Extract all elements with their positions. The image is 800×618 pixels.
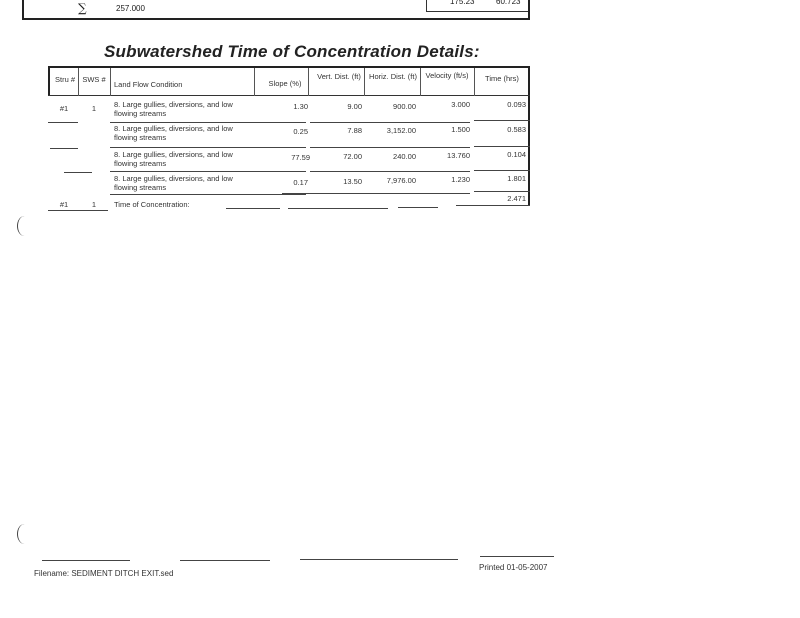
previous-table-fragment	[22, 0, 530, 20]
summary-stru: #1	[59, 200, 69, 209]
header-vert-dist: Vert. Dist. (ft)	[317, 72, 361, 81]
header-land-flow: Land Flow Condition	[114, 80, 183, 89]
summary-time: 2.471	[507, 194, 526, 203]
row4-slope: 0.17	[293, 178, 308, 187]
row3-velocity: 13.760	[447, 151, 470, 160]
sigma-symbol: ∑	[78, 1, 87, 15]
time-of-concentration-table	[48, 66, 530, 209]
footer-filename: Filename: SEDIMENT DITCH EXIT.sed	[34, 569, 174, 578]
row3-vert: 72.00	[343, 152, 362, 161]
row1-horiz: 900.00	[393, 102, 416, 111]
header-slope: Slope (%)	[268, 79, 302, 88]
row1-time: 0.093	[507, 100, 526, 109]
row3-time: 0.104	[507, 150, 526, 159]
summary-label: Time of Concentration:	[114, 200, 190, 209]
row2-slope: 0.25	[293, 127, 308, 136]
row2-condition: 8. Large gullies, diversions, and low flowing streams	[114, 124, 233, 142]
row3-horiz: 240.00	[393, 152, 416, 161]
footer-printed-date: Printed 01-05-2007	[479, 563, 548, 572]
total-col-a: 175.23	[450, 0, 475, 6]
row2-time: 0.583	[507, 125, 526, 134]
row1-velocity: 3.000	[451, 100, 470, 109]
row1-stru: #1	[59, 104, 69, 113]
header-sws: SWS #	[82, 75, 106, 84]
header-velocity: Velocity (ft/s)	[425, 71, 469, 80]
row4-velocity: 1.230	[451, 175, 470, 184]
row3-slope: 77.59	[291, 153, 310, 162]
row1-condition: 8. Large gullies, diversions, and low flowing streams	[114, 100, 233, 118]
header-stru: Stru #	[54, 75, 75, 84]
row4-vert: 13.50	[343, 177, 362, 186]
row3-condition: 8. Large gullies, diversions, and low flowing streams	[114, 150, 233, 168]
row2-vert: 7.88	[347, 126, 362, 135]
row4-time: 1.801	[507, 174, 526, 183]
total-col-b: 60.723	[496, 0, 521, 6]
row2-horiz: 3,152.00	[386, 126, 416, 135]
section-title: Subwatershed Time of Concentration Details:	[104, 42, 480, 61]
header-horiz-dist: Horiz. Dist. (ft)	[369, 72, 417, 81]
row2-velocity: 1.500	[451, 125, 470, 134]
row1-sws: 1	[91, 104, 97, 113]
row1-vert: 9.00	[347, 102, 362, 111]
punch-hole-mark	[17, 216, 32, 236]
row4-condition: 8. Large gullies, diversions, and low flowing streams	[114, 174, 233, 192]
header-time: Time (hrs)	[485, 74, 519, 83]
row4-horiz: 7,976.00	[386, 176, 416, 185]
row1-slope: 1.30	[293, 102, 308, 111]
total-value: 257.000	[116, 4, 145, 13]
punch-hole-mark	[17, 524, 32, 544]
summary-sws: 1	[91, 200, 97, 209]
